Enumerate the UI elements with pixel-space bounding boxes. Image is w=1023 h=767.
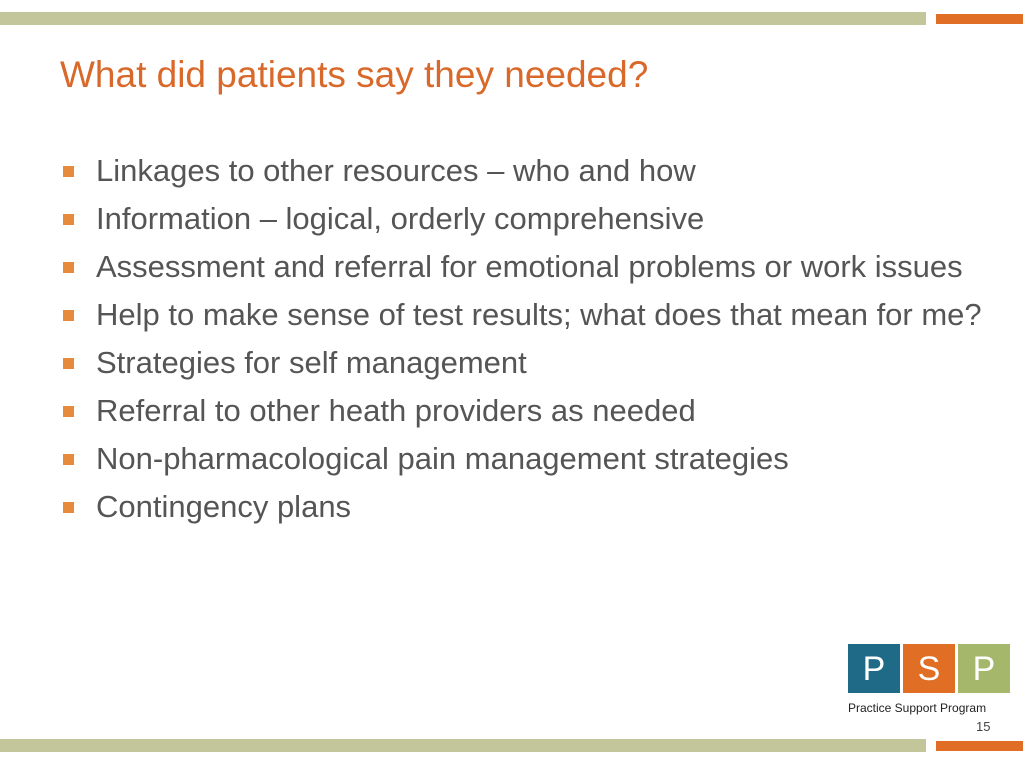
- square-bullet-icon: [63, 454, 74, 465]
- square-bullet-icon: [63, 358, 74, 369]
- square-bullet-icon: [63, 262, 74, 273]
- bullet-item: [60, 486, 1000, 528]
- slide-title: What did patients say they needed?: [60, 54, 649, 95]
- bullet-text: Non-pharmacological pain management strategies: [96, 441, 789, 476]
- bullet-item: [60, 390, 1000, 432]
- bullet-item: [60, 150, 1000, 192]
- logo-caption: Practice Support Program: [848, 701, 987, 715]
- bullet-text: Information – logical, orderly comprehensive: [96, 201, 705, 236]
- bullet-text: Assessment and referral for emotional problems or work issues: [96, 249, 963, 284]
- bottom-decorative-bar: [0, 739, 926, 752]
- bullet-item: [60, 246, 1000, 288]
- bullet-text: Referral to other heath providers as needed: [96, 393, 696, 428]
- page-number: 15: [976, 719, 991, 734]
- top-accent-bar: [936, 14, 1023, 24]
- square-bullet-icon: [63, 310, 74, 321]
- logo-letter-p-second: P: [958, 644, 1010, 693]
- top-decorative-bar: [0, 12, 926, 25]
- logo-letter-s: S: [903, 644, 955, 693]
- bullet-text: Contingency plans: [96, 489, 352, 524]
- bullet-item: [60, 342, 1000, 384]
- bottom-accent-bar: [936, 741, 1023, 751]
- bullet-item: [60, 438, 1000, 480]
- square-bullet-icon: [63, 406, 74, 417]
- bullet-item: [60, 294, 1000, 336]
- square-bullet-icon: [63, 214, 74, 225]
- bullet-text: Help to make sense of test results; what does that mean for me?: [96, 297, 982, 332]
- logo-letter-p: P: [848, 644, 900, 693]
- bullet-text: Strategies for self management: [96, 345, 527, 380]
- square-bullet-icon: [63, 166, 74, 177]
- bullet-list: [60, 150, 1000, 534]
- bullet-item: [60, 198, 1000, 240]
- bullet-text: Linkages to other resources – who and how: [96, 153, 696, 188]
- square-bullet-icon: [63, 502, 74, 513]
